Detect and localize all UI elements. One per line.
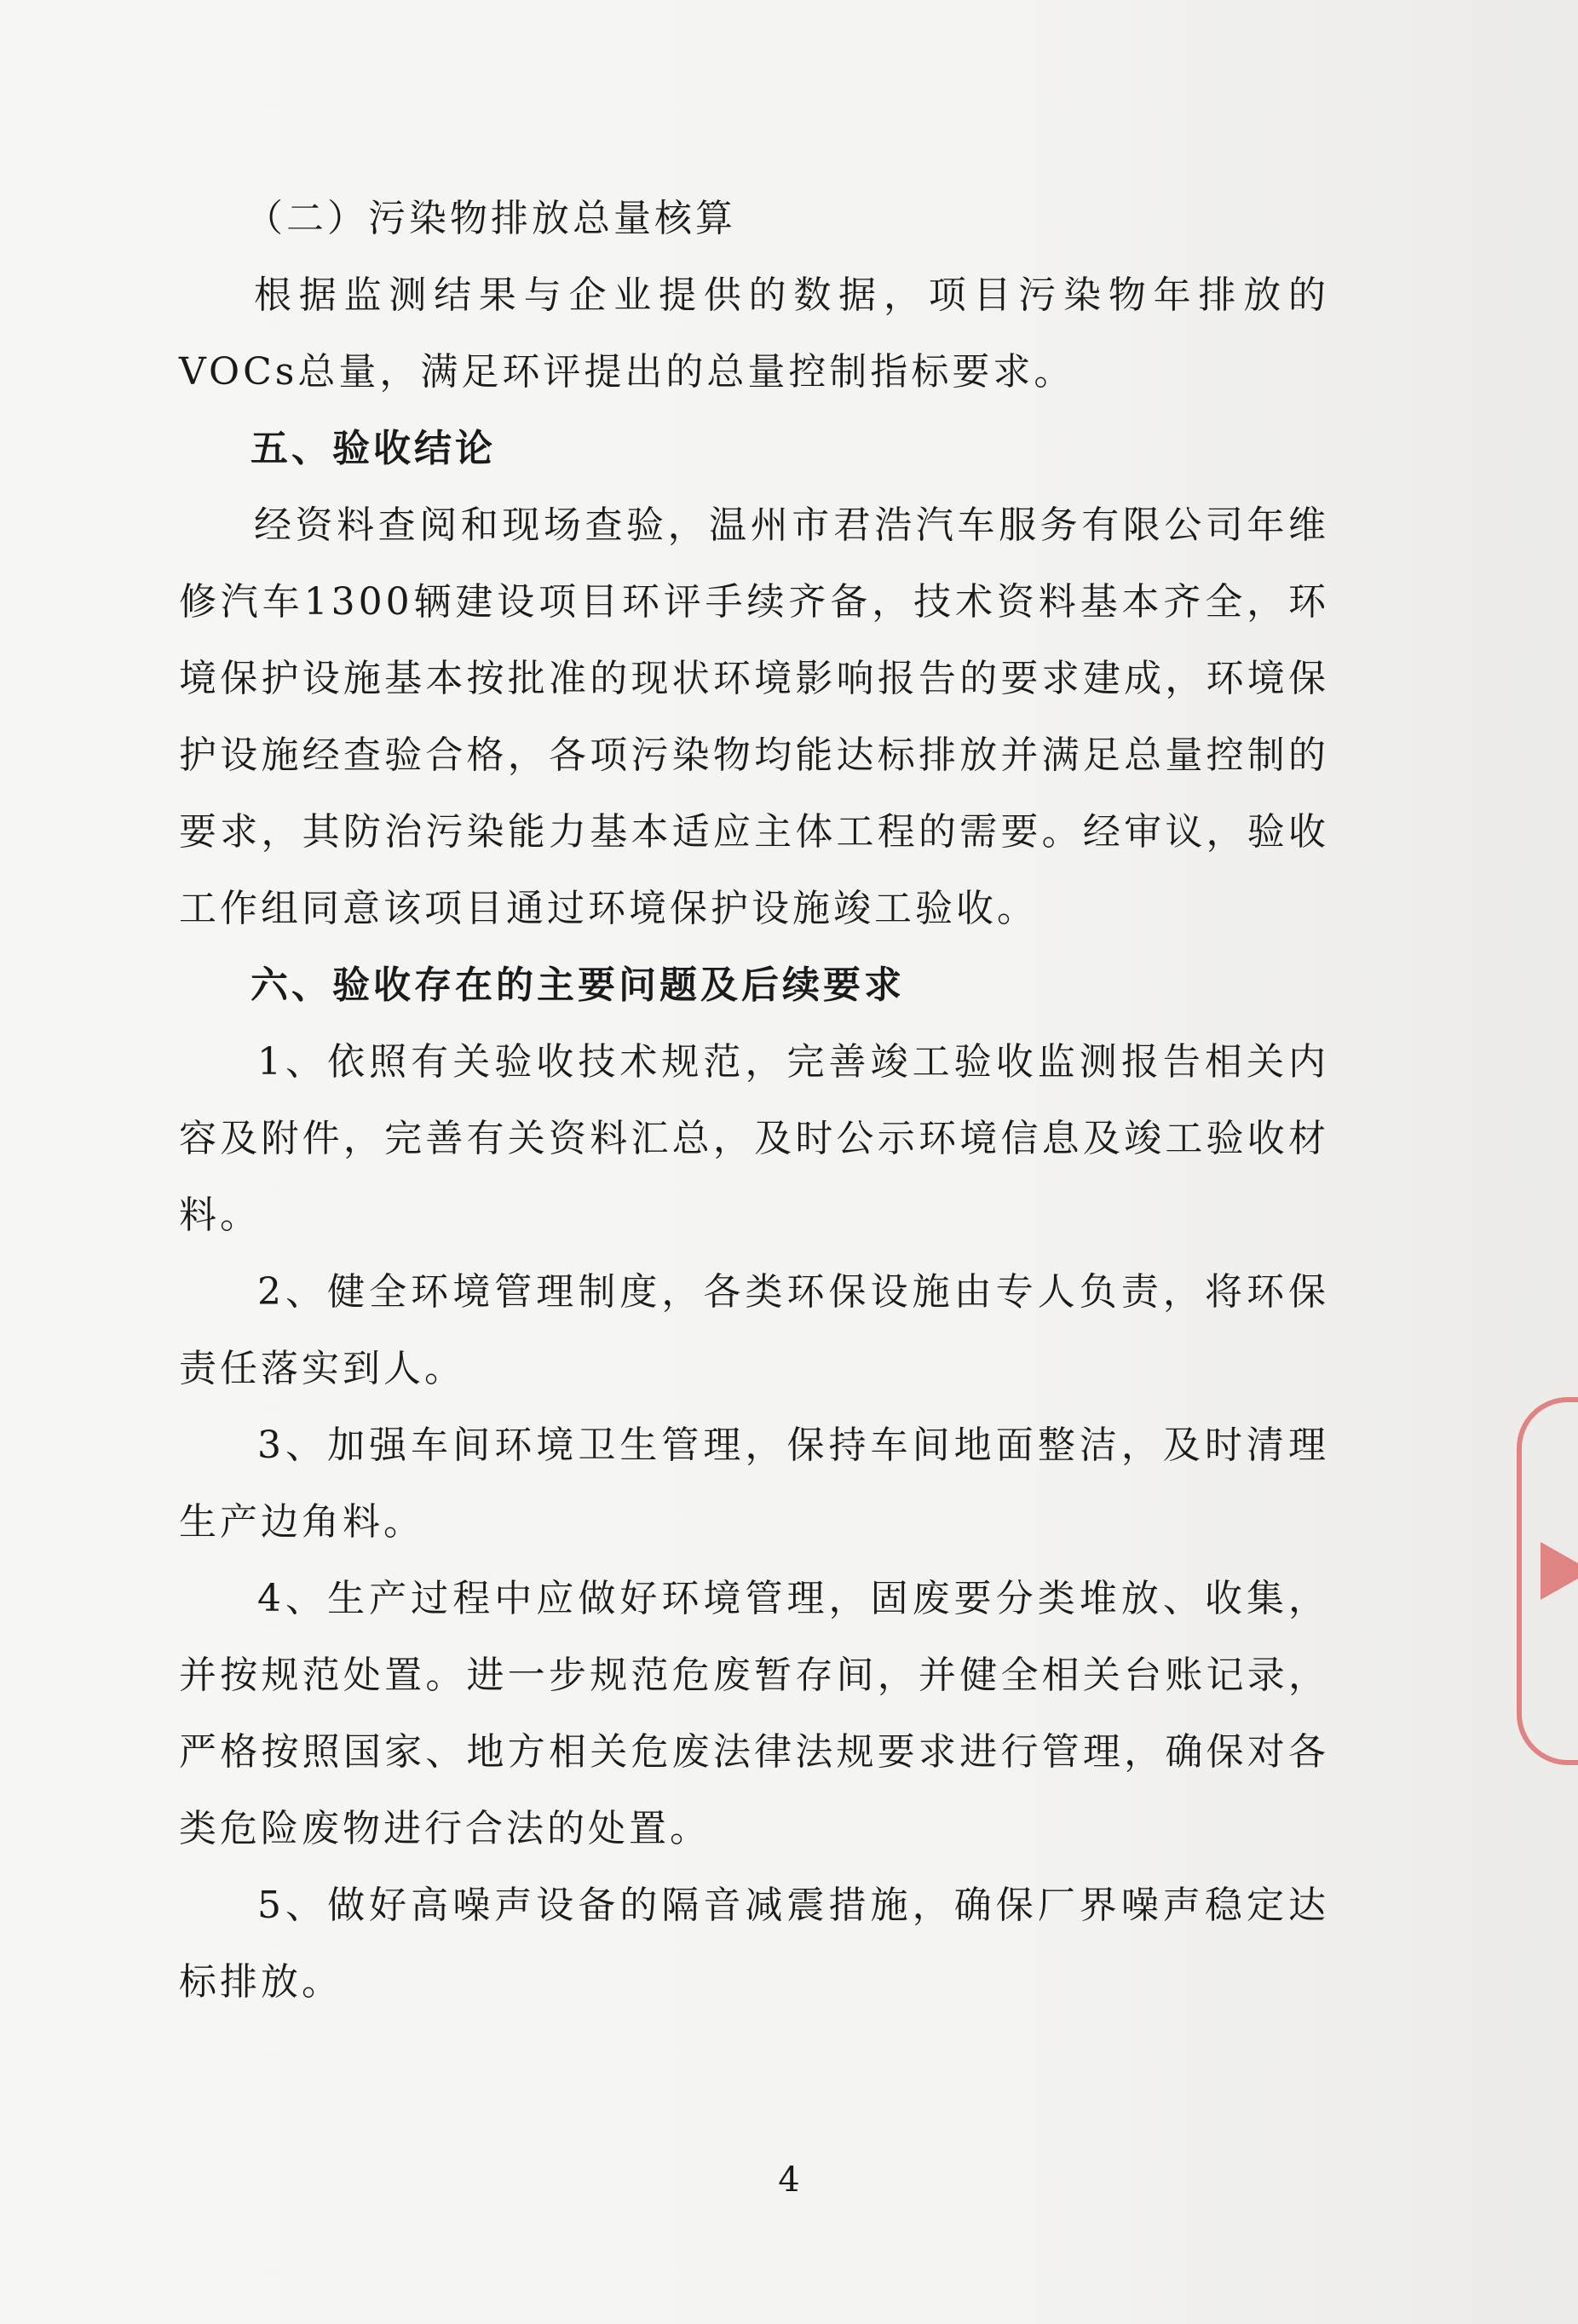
section-5-heading: 五、验收结论 (251, 427, 496, 470)
section-2-heading: （二）污染物排放总量核算 (245, 197, 736, 240)
seal-star-icon (1541, 1542, 1578, 1600)
page-number: 4 (778, 2160, 800, 2200)
requirement-item-5: 5、做好高噪声设备的隔音减震措施，确保厂界噪声稳定达标排放。 (179, 1884, 1329, 2004)
section-5-text: 经资料查阅和现场查验，温州市君浩汽车服务有限公司年维修汽车1300辆建设项目环评手续齐备，技术资料基本齐全，环境保护设施基本按批准的现状环境影响报告的要求建成，环境保护设施经查验合格，各项污染物均能达标排放并满足总量控制的要求，其防治污染能力基本适应主体工程的需要。经审议，验收工作组同意该项目通过环境保护设施竣工验收。 (179, 503, 1329, 930)
requirement-item-2: 2、健全环境管理制度，各类环保设施由专人负责，将环保责任落实到人。 (179, 1270, 1329, 1390)
document-body (179, 181, 1329, 2021)
section-2-text: 根据监测结果与企业提供的数据，项目污染物年排放的VOCs总量，满足环评提出的总量控制指标要求。 (179, 273, 1329, 394)
requirement-item-1: 1、依照有关验收技术规范，完善竣工验收监测报告相关内容及附件，完善有关资料汇总，及时公示环境信息及竣工验收材料。 (179, 1040, 1329, 1237)
requirement-item-3: 3、加强车间环境卫生管理，保持车间地面整洁，及时清理生产边角料。 (179, 1424, 1329, 1544)
section-6-heading: 六、验收存在的主要问题及后续要求 (251, 964, 905, 1007)
requirement-item-4: 4、生产过程中应做好环境管理，固废要分类堆放、收集，并按规范处置。进一步规范危废暂存间，并健全相关台账记录，严格按照国家、地方相关危废法律法规要求进行管理，确保对各类危险废物进行合法的处置。 (179, 1577, 1329, 1850)
